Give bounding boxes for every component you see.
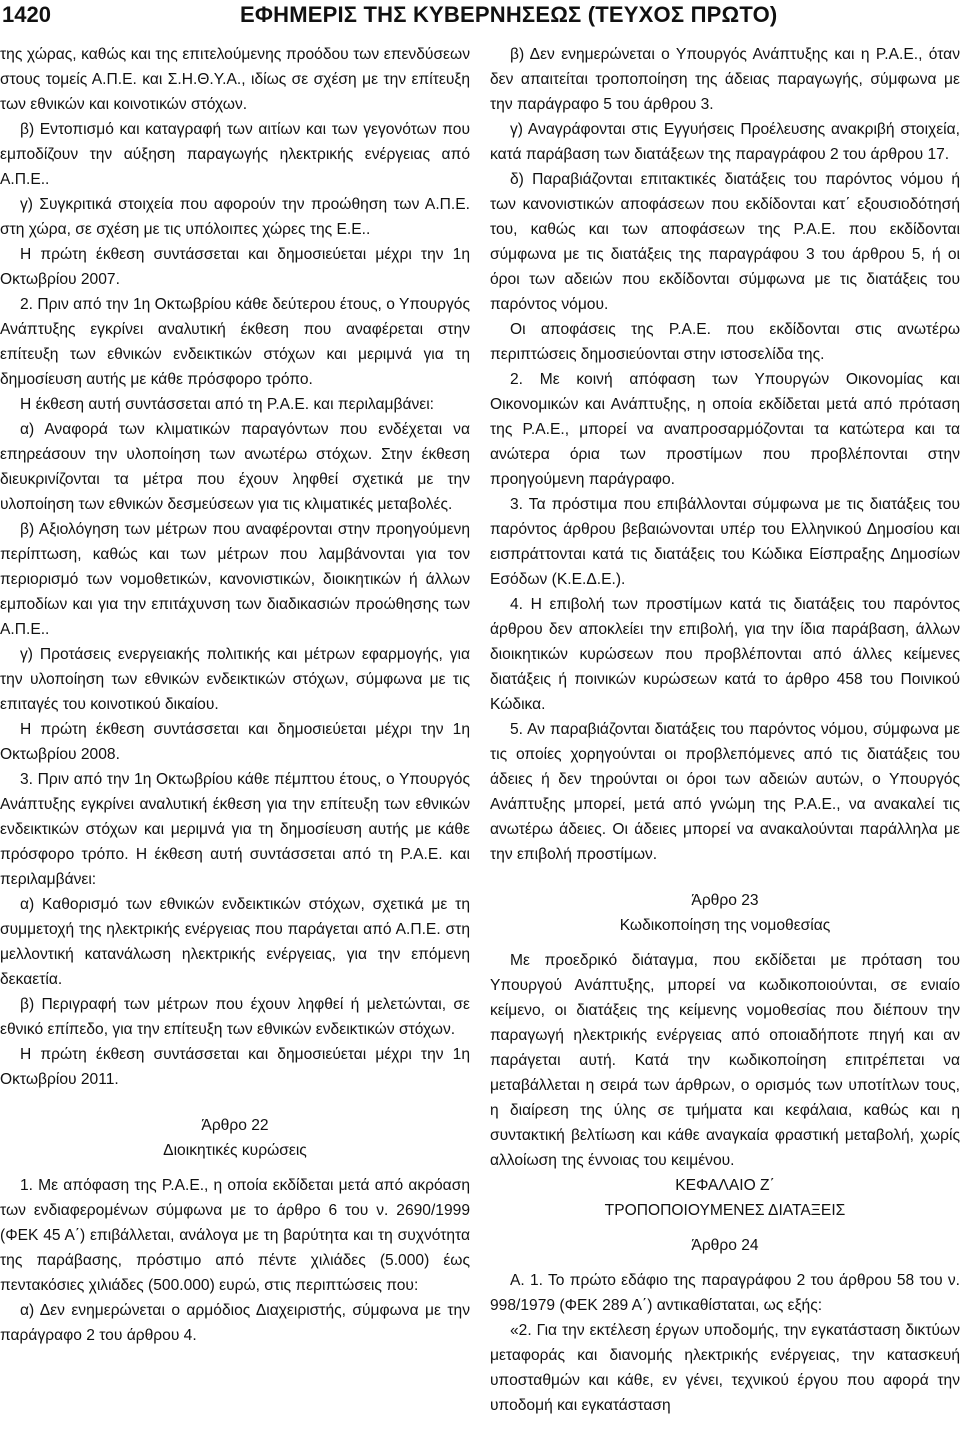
chapter-title: ΚΕΦΑΛΑΙΟ Ζ΄ xyxy=(675,1177,775,1194)
article-23-title: Άρθρο 23 xyxy=(691,892,759,909)
paragraph: 3. Πριν από την 1η Οκτωβρίου κάθε πέμπτου έτους, ο Υπουργός Ανάπτυξης εγκρίνει αναλυτική έκθεση για την επίτευξη των εθνικών ενδεικτικών στόχων και μεριμνά για τη δημοσίευση αυτής με κάθε πρόσφορο τρόπο. Η έκθεση αυτή συντάσσεται από τη Ρ.Α.Ε. και περιλαμβάνει: xyxy=(0,771,470,888)
paragraph: 3. Τα πρόστιμα που επιβάλλονται σύμφωνα με τις διατάξεις του παρόντος άρθρου βεβαιώνονται υπέρ του Ελληνικού Δημοσίου και εισπράττονται κατά τις διατάξεις του Κώδικα Είσπραξης Δημοσίων Εσόδων (Κ.Ε.Δ.Ε.). xyxy=(490,496,960,588)
left-column xyxy=(0,42,470,1348)
article-23-subtitle: Κωδικοποίηση της νομοθεσίας xyxy=(619,917,831,934)
paragraph: 5. Αν παραβιάζονται διατάξεις του παρόντος νόμου, σύμφωνα με τις οποίες χορηγούνται οι προβλεπόμενες από τις διατάξεις του άδειες ή δεν τηρούνται οι όροι των αδειών αυτών, ο Υπουργός Ανάπτυξης μπορεί, μετά από γνώμη της Ρ.Α.Ε., να ανακαλεί τις ανωτέρω άδειες. Οι άδειες μπορεί να ανακαλούνται παράλληλα με την επιβολή προστίμων. xyxy=(490,721,960,863)
paragraph: 2. Με κοινή απόφαση των Υπουργών Οικονομίας και Οικονομικών και Ανάπτυξης, η οποία εκδίδεται μετά από πρόταση της Ρ.Α.Ε., μπορεί να αναπροσαρμόζονται τα κατώτερα και τα ανώτερα όρια των προστίμων που προβλέπονται στην προηγούμενη παράγραφο. xyxy=(490,371,960,488)
paragraph: Η πρώτη έκθεση συντάσσεται και δημοσιεύεται μέχρι την 1η Οκτωβρίου 2011. xyxy=(0,1046,470,1088)
paragraph: Η πρώτη έκθεση συντάσσεται και δημοσιεύεται μέχρι την 1η Οκτωβρίου 2008. xyxy=(0,721,470,763)
paragraph: Η έκθεση αυτή συντάσσεται από τη Ρ.Α.Ε. και περιλαμβάνει: xyxy=(20,396,435,413)
paragraph: Με προεδρικό διάταγμα, που εκδίδεται με πρόταση του Υπουργού Ανάπτυξης, μπορεί να κωδικοποιούνται, σε ενιαίο κείμενο, οι διατάξεις της κείμενης νομοθεσίας που διέπουν την παραγωγή ηλεκτρικής ενέργειας από οποιαδήποτε πηγή και αν παράγεται αυτή. Κατά την κωδικοποίηση επιτρέπεται να μεταβάλλεται η σειρά των άρθρων, ο ορισμός των υποτίτλων τους, η διαίρεση της ύλης σε τμήματα και κεφάλαια, καθώς και η συντακτική βελτίωση και κάθε αναγκαία φραστική μεταβολή, χωρίς αλλοίωση της έννοιας του κειμένου. xyxy=(490,952,960,1169)
paragraph: γ) Συγκριτικά στοιχεία που αφορούν την προώθηση των Α.Π.Ε. στη χώρα, σε σχέση με τις υπόλοιπες χώρες της Ε.Ε.. xyxy=(0,196,470,238)
paragraph: Α. 1. Το πρώτο εδάφιο της παραγράφου 2 του άρθρου 58 του ν. 998/1979 (ΦΕΚ 289 Α΄) αντικαθίσταται, ως εξής: xyxy=(490,1272,960,1314)
paragraph: Οι αποφάσεις της Ρ.Α.Ε. που εκδίδονται στις ανωτέρω περιπτώσεις δημοσιεύονται στην ιστοσελίδα της. xyxy=(490,321,960,363)
page-number: 1420 xyxy=(2,2,51,27)
paragraph: δ) Παραβιάζονται επιτακτικές διατάξεις του παρόντος νόμου ή των κανονιστικών αποφάσεων που εκδίδονται κατ΄ εξουσιοδότησή του, καθώς και των αποφάσεων της Ρ.Α.Ε. που εκδίδονται σύμφωνα με τις διατάξεις της παραγράφου 3 του άρθρου 5, ή οι όροι των αδειών που εκδίδονται σύμφωνα με τις διατάξεις του παρόντος νόμου. xyxy=(490,171,960,313)
article-24-title: Άρθρο 24 xyxy=(691,1237,759,1254)
paragraph: β) Αξιολόγηση των μέτρων που αναφέρονται στην προηγούμενη περίπτωση, καθώς και των μέτρων που λαμβάνονται για τον περιορισμό των νομοθετικών, κανονιστικών, διοικητικών ή άλλων εμποδίων και για την επιτάχυνση των διαδικασιών προώθησης των Α.Π.Ε.. xyxy=(0,521,470,638)
chapter-subtitle: ΤΡΟΠΟΠΟΙΟΥΜΕΝΕΣ ΔΙΑΤΑΞΕΙΣ xyxy=(604,1202,846,1219)
paragraph: β) Περιγραφή των μέτρων που έχουν ληφθεί ή μελετώνται, σε εθνικό επίπεδο, για την επίτευξη των εθνικών ενδεικτικών στόχων. xyxy=(0,996,470,1038)
page-header xyxy=(0,0,960,36)
paragraph: 4. Η επιβολή των προστίμων κατά τις διατάξεις του παρόντος άρθρου δεν αποκλείει την επιβολή, για την ίδια παράβαση, άλλων διοικητικών κυρώσεων που προβλέπονται από άλλες κείμενες διατάξεις ή ποινικών κυρώσεων κατά το άρθρο 458 του Ποινικού Κώδικα. xyxy=(490,596,960,713)
paragraph: γ) Αναγράφονται στις Εγγυήσεις Προέλευσης ανακριβή στοιχεία, κατά παράβαση των διατάξεων της παραγράφου 2 του άρθρου 17. xyxy=(490,121,960,163)
paragraph: β) Δεν ενημερώνεται ο Υπουργός Ανάπτυξης και η Ρ.Α.Ε., όταν δεν απαιτείται τροποποίηση της άδειας παραγωγής, σύμφωνα με την παράγραφο 5 του άρθρου 3. xyxy=(490,46,960,113)
paragraph: α) Αναφορά των κλιματικών παραγόντων που ενδέχεται να επηρεάσουν την υλοποίηση των ανωτέρω στόχων. Στην έκθεση διευκρινίζονται τα μέτρα που έχουν ληφθεί σχετικά με την υλοποίηση των εθνικών δεσμεύσεων για τις κλιματικές μεταβολές. xyxy=(0,421,470,513)
article-22-subtitle: Διοικητικές κυρώσεις xyxy=(163,1142,307,1159)
paragraph: α) Δεν ενημερώνεται ο αρμόδιος Διαχειριστής, σύμφωνα με την παράγραφο 2 του άρθρου 4. xyxy=(0,1302,470,1344)
gazette-title: ΕΦΗΜΕΡΙΣ ΤΗΣ ΚΥΒΕΡΝΗΣΕΩΣ (ΤΕΥΧΟΣ ΠΡΩΤΟ) xyxy=(240,2,778,27)
paragraph: γ) Προτάσεις ενεργειακής πολιτικής και μέτρων εφαρμογής, για την υλοποίηση των εθνικών ενδεικτικών στόχων, σύμφωνα με τις επιταγές του κοινοτικού δικαίου. xyxy=(0,646,470,713)
paragraph: της χώρας, καθώς και της επιτελούμενης προόδου των επενδύσεων στους τομείς Α.Π.Ε. και Σ.Η.Θ.Υ.Α., ιδίως σε σχέση με την επίτευξη των εθνικών και κοινοτικών στόχων. xyxy=(0,46,470,113)
paragraph: 1. Με απόφαση της Ρ.Α.Ε., η οποία εκδίδεται μετά από ακρόαση των ενδιαφερομένων σύμφωνα με το άρθρο 6 του ν. 2690/1999 (ΦΕΚ 45 Α΄) επιβάλλεται, ανάλογα με τη βαρύτητα και τη συχνότητα της παράβασης, πρόστιμο από πέντε χιλιάδες (5.000) έως πεντακόσιες χιλιάδες (500.000) ευρώ, στις περιπτώσεις που: xyxy=(0,1177,470,1294)
paragraph: β) Εντοπισμό και καταγραφή των αιτίων και των γεγονότων που εμποδίζουν την αύξηση παραγωγής ηλεκτρικής ενέργειας από Α.Π.Ε.. xyxy=(0,121,470,188)
paragraph: Η πρώτη έκθεση συντάσσεται και δημοσιεύεται μέχρι την 1η Οκτωβρίου 2007. xyxy=(0,246,470,288)
right-column xyxy=(490,42,960,1418)
paragraph: α) Καθορισμό των εθνικών ενδεικτικών στόχων, σχετικά με τη συμμετοχή της ηλεκτρικής ενέργειας που παράγεται από Α.Π.Ε. στη μελλοντική κατανάλωση ηλεκτρικής ενέργειας, για την επόμενη δεκαετία. xyxy=(0,896,470,988)
article-22-title: Άρθρο 22 xyxy=(201,1117,269,1134)
paragraph: «2. Για την εκτέλεση έργων υποδομής, την εγκατάσταση δικτύων μεταφοράς και διανομής ηλεκτρικής ενέργειας, την κατασκευή υποσταθμών και κάθε, εν γένει, τεχνικού έργου που αφορά την υποδομή και εγκατάσταση xyxy=(490,1322,960,1414)
paragraph: 2. Πριν από την 1η Οκτωβρίου κάθε δεύτερου έτους, ο Υπουργός Ανάπτυξης εγκρίνει αναλυτική έκθεση που αναφέρεται στην επίτευξη των εθνικών ενδεικτικών στόχων και μεριμνά για τη δημοσίευση αυτής με κάθε πρόσφορο τρόπο. xyxy=(0,296,470,388)
